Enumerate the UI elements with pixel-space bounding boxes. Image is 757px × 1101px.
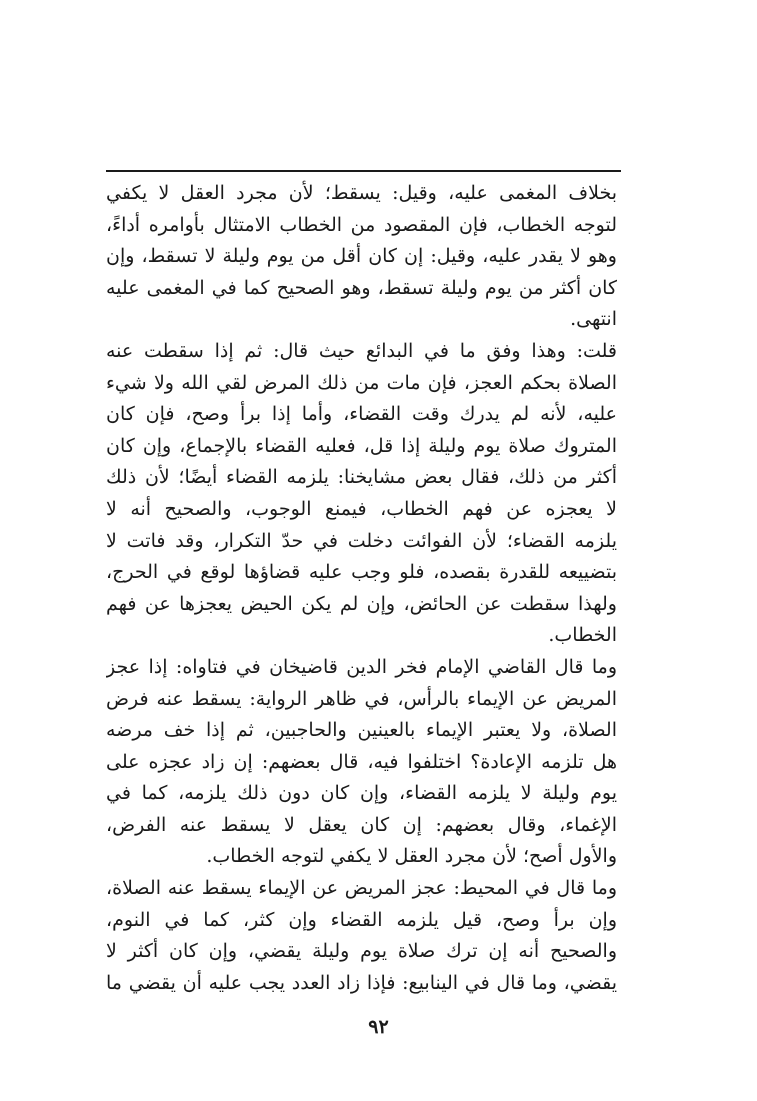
text-line: عليه، لأنه لم يدرك وقت القضاء، وأما إذا برأ وصح، فإن كان — [106, 403, 617, 426]
paragraph-1 — [106, 178, 617, 336]
text-line: الصلاة بحكم العجز، فإن مات من ذلك المرض لقي الله ولا شيء — [106, 371, 617, 394]
text-line: والصحيح أنه إن ترك صلاة يوم وليلة يقضي، وإن كان أكثر لا — [106, 940, 617, 963]
text-line: ولهذا سقطت عن الحائض، وإن لم يكن الحيض يعجزها عن فهم — [106, 592, 617, 615]
text-line: وإن برأ وصح، قيل يلزمه القضاء وإن كثر، كما في النوم، — [106, 908, 617, 931]
text-line: المتروك صلاة يوم وليلة إذا قل، فعليه القضاء بالإجماع، وإن كان — [106, 434, 617, 457]
text-line: المريض عن الإيماء بالرأس، في ظاهر الرواية: يسقط عنه فرض — [106, 687, 617, 710]
text-line: الصلاة، ولا يعتبر الإيماء بالعينين والحاجبين، ثم إذا خف مرضه — [106, 719, 617, 742]
top-rule — [106, 170, 621, 172]
text-line: بتضييعه للقدرة بقصده، فلو وجب عليه قضاؤها لوقع في الحرج، — [106, 561, 617, 584]
text-line: والأول أصح؛ لأن مجرد العقل لا يكفي لتوجه الخطاب. — [206, 845, 617, 868]
text-line: يوم وليلة لا يلزمه القضاء، وإن كان دون ذلك يلزمه، كما في — [106, 782, 617, 805]
paragraph-4 — [106, 873, 617, 999]
body-text — [106, 178, 617, 999]
text-line: وهو لا يقدر عليه، وقيل: إن كان أقل من يوم وليلة لا تسقط، وإن — [106, 245, 617, 268]
text-line: يلزمه القضاء؛ لأن الفوائت دخلت في حدّ التكرار، وقد فاتت لا — [106, 529, 617, 552]
text-line: أكثر من ذلك، فقال بعض مشايخنا: يلزمه القضاء أيضًا؛ لأن ذلك — [106, 466, 617, 489]
text-line: الخطاب. — [548, 624, 617, 647]
text-line: بخلاف المغمى عليه، وقيل: يسقط؛ لأن مجرد العقل لا يكفي — [106, 182, 617, 204]
text-line: الإغماء، وقال بعضهم: إن كان يعقل لا يسقط عنه الفرض، — [106, 813, 617, 836]
paragraph-3 — [106, 652, 617, 873]
text-line: لا يعجزه عن فهم الخطاب، فيمنع الوجوب، والصحيح أنه لا — [106, 497, 617, 520]
page-number: ٩٢ — [368, 1016, 389, 1038]
text-line: قلت: وهذا وفق ما في البدائع حيث قال: ثم إذا سقطت عنه — [106, 339, 617, 362]
paragraph-2 — [106, 336, 617, 652]
text-line: وما قال القاضي الإمام فخر الدين قاضيخان في فتاواه: إذا عجز — [106, 655, 617, 678]
text-line: انتهى. — [570, 308, 617, 331]
text-line: وما قال في المحيط: عجز المريض عن الإيماء يسقط عنه الصلاة، — [106, 877, 617, 900]
text-line: هل تلزمه الإعادة؟ اختلفوا فيه، قال بعضهم: إن زاد عجزه على — [106, 750, 617, 773]
text-line: كان أكثر من يوم وليلة تسقط، وهو الصحيح كما في المغمى عليه — [106, 276, 617, 299]
text-line: لتوجه الخطاب، فإن المقصود من الخطاب الامتثال بأوامره أداءً، — [106, 213, 617, 236]
text-line: يقضي، وما قال في الينابيع: فإذا زاد العدد يجب عليه أن يقضي ما — [106, 971, 617, 994]
